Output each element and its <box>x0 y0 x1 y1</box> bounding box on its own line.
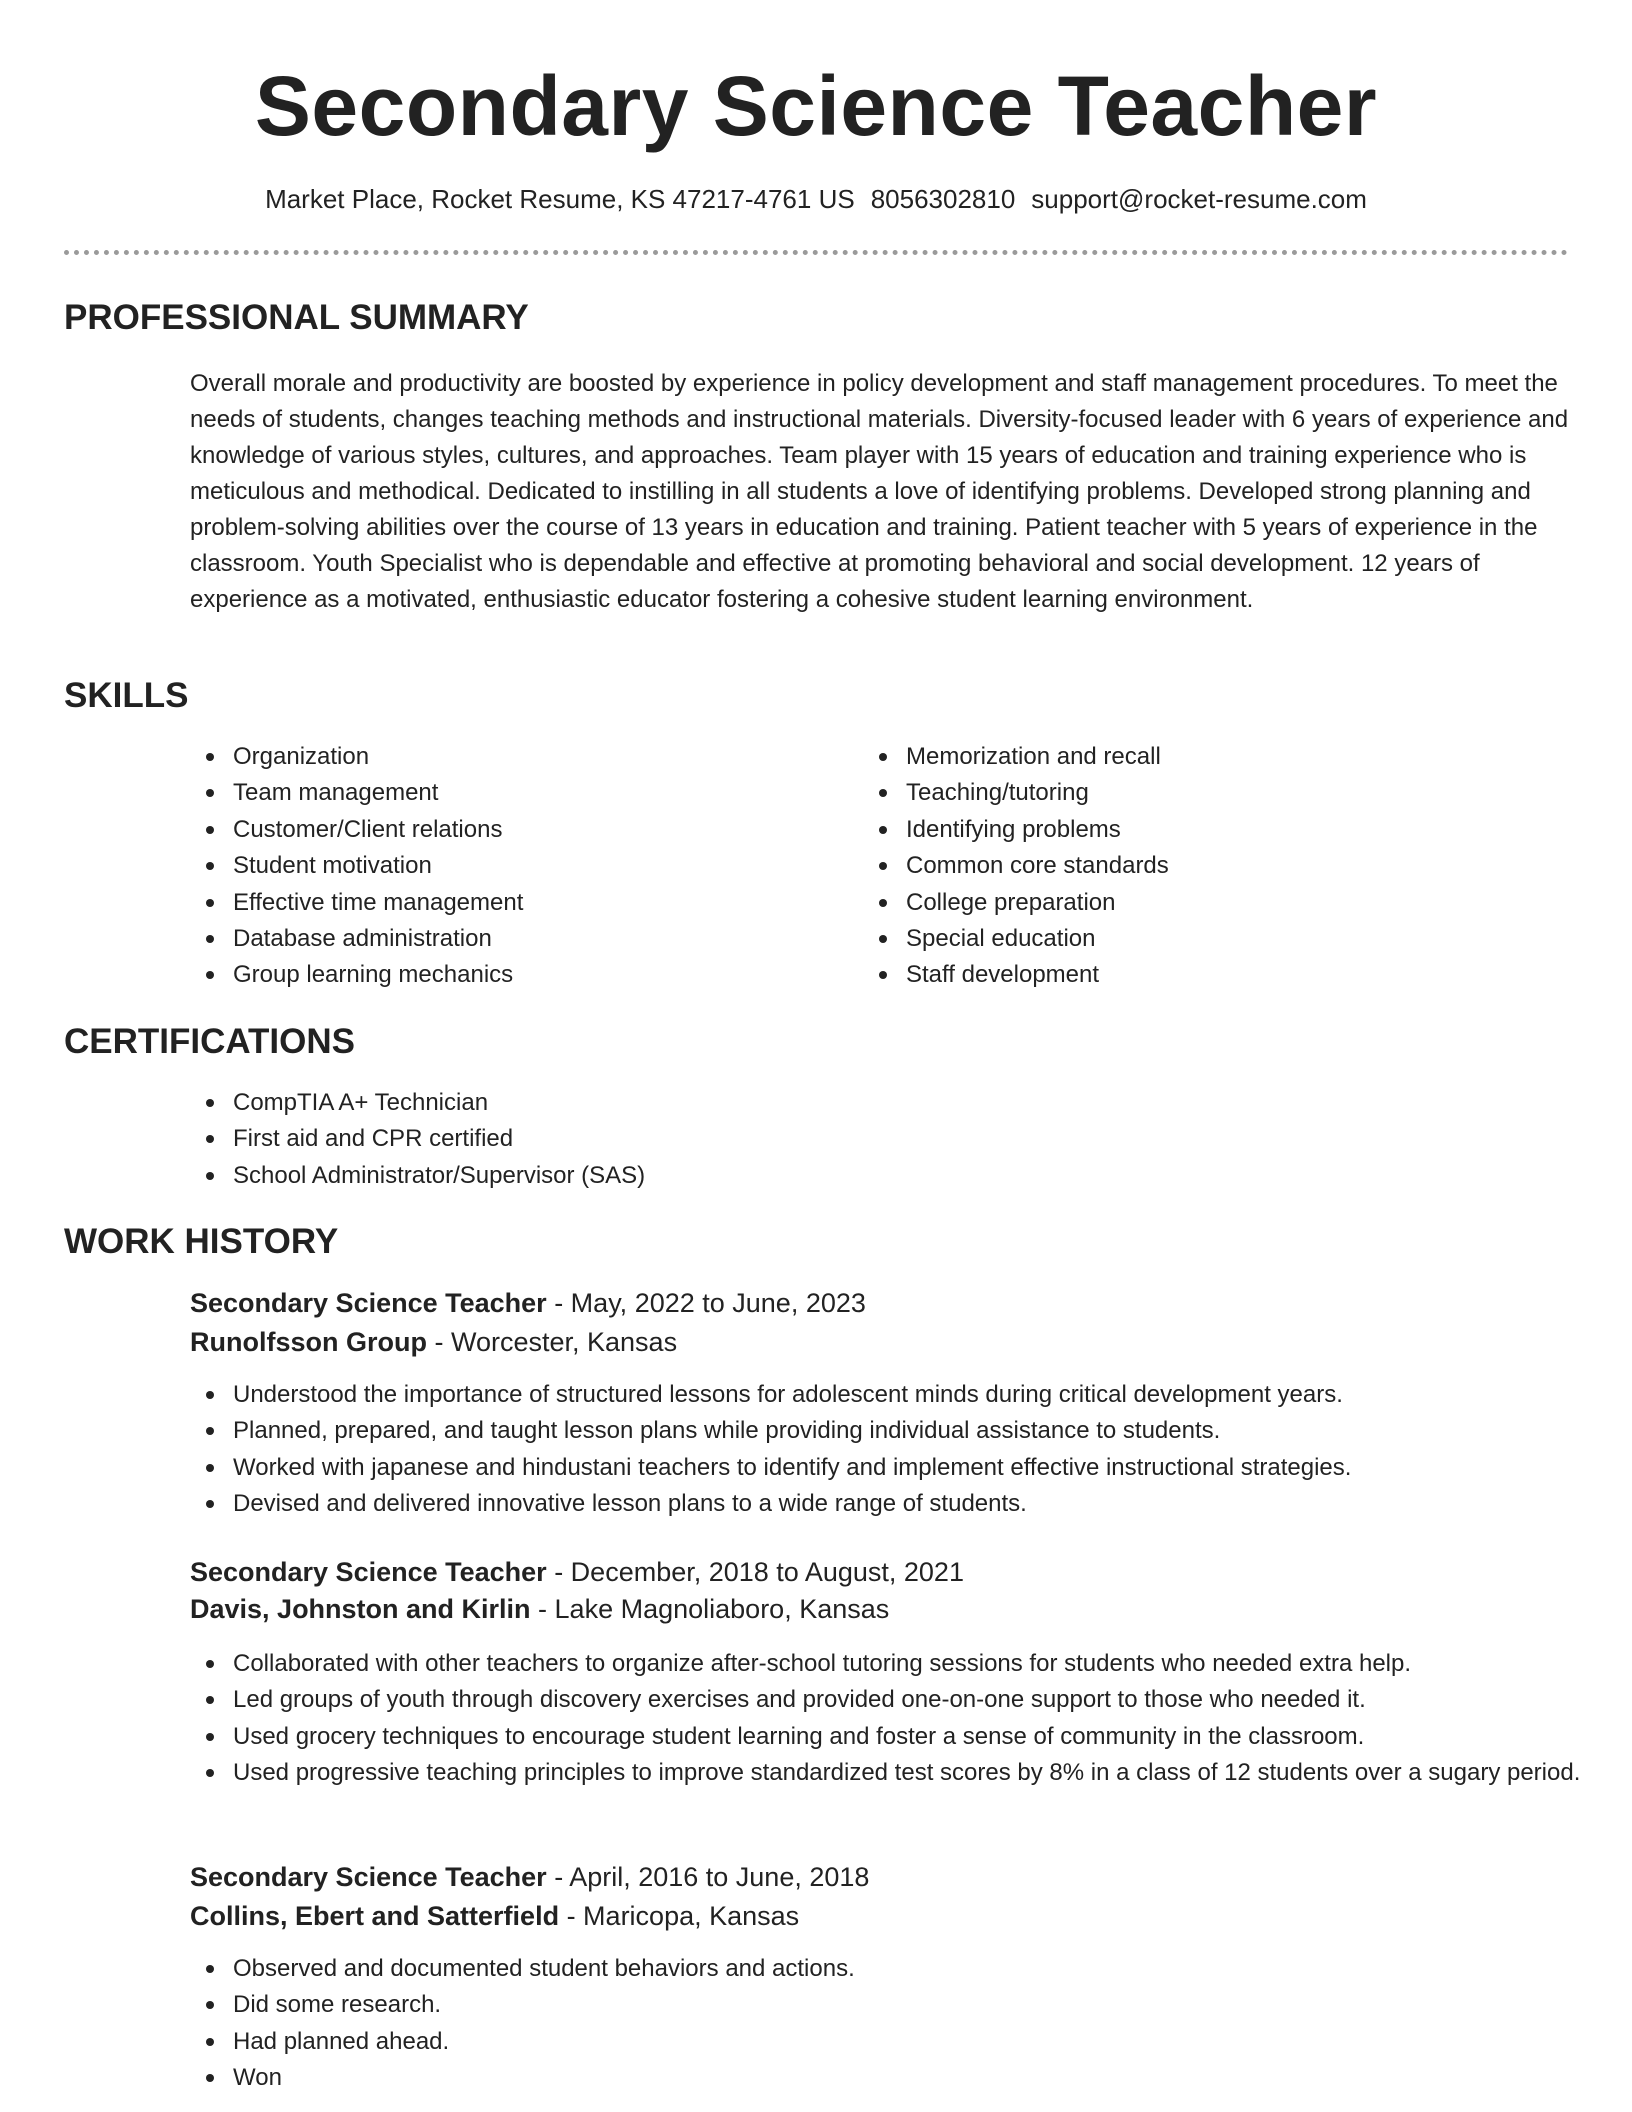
skills-list-left <box>190 739 853 994</box>
contact-email: support@rocket-resume.com <box>1031 184 1367 214</box>
skill-item: Staff development <box>906 957 1526 993</box>
job-location: - Worcester, Kansas <box>426 1327 678 1357</box>
job-bullet: Used progressive teaching principles to improve standardized test scores by 8% in a class of 12 students over a sugary period. <box>233 1755 1613 1791</box>
job-company-line <box>190 1591 889 1627</box>
job-bullets <box>190 1646 1613 1792</box>
skill-item: Group learning mechanics <box>233 957 853 993</box>
skill-item: Memorization and recall <box>906 739 1526 775</box>
job-bullets <box>190 1951 1613 2097</box>
contact-info <box>0 182 1632 216</box>
job-company: Davis, Johnston and Kirlin <box>190 1594 531 1624</box>
skill-item: Database administration <box>233 921 853 957</box>
skill-item: Special education <box>906 921 1526 957</box>
job-dates: - December, 2018 to August, 2021 <box>546 1557 964 1587</box>
job-location: - Lake Magnoliaboro, Kansas <box>530 1594 890 1624</box>
job-title-line <box>190 1554 964 1590</box>
job-company-line <box>190 1898 799 1934</box>
skill-item: Effective time management <box>233 885 853 921</box>
skill-item: Customer/Client relations <box>233 812 853 848</box>
certifications-heading: CERTIFICATIONS <box>64 1022 356 1061</box>
skills-heading: SKILLS <box>64 676 189 715</box>
skill-item: Team management <box>233 775 853 811</box>
job-bullet: Used grocery techniques to encourage student learning and foster a sense of community in the classroom. <box>233 1719 1613 1755</box>
job-bullet: Did some research. <box>233 1987 1613 2023</box>
job-dates: - May, 2022 to June, 2023 <box>546 1288 866 1318</box>
skill-item: Identifying problems <box>906 812 1526 848</box>
skill-item: College preparation <box>906 885 1526 921</box>
job-dates: - April, 2016 to June, 2018 <box>546 1862 870 1892</box>
job-role: Secondary Science Teacher <box>190 1862 547 1892</box>
job-location: - Maricopa, Kansas <box>559 1901 800 1931</box>
job-company: Runolfsson Group <box>190 1327 427 1357</box>
contact-address: Market Place, Rocket Resume, KS 47217-4761 US <box>265 184 855 214</box>
work-history-heading: WORK HISTORY <box>64 1222 339 1261</box>
job-title-line <box>190 1859 869 1895</box>
skill-item: Organization <box>233 739 853 775</box>
job-bullet: Observed and documented student behaviors and actions. <box>233 1951 1613 1987</box>
certification-item: First aid and CPR certified <box>233 1121 1533 1157</box>
job-bullet: Planned, prepared, and taught lesson plans while providing individual assistance to students. <box>233 1413 1613 1449</box>
resume-name: Secondary Science Teacher <box>254 59 1378 153</box>
contact-phone: 8056302810 <box>870 184 1016 214</box>
certifications-list <box>190 1085 1533 1194</box>
summary-text: Overall morale and productivity are boosted by experience in policy development and staff management procedures. To meet the needs of students, changes teaching methods and instructional materials. Diversity-focused leader with 6 years of experience and knowledge of various styles, cultures, and approaches. Team player with 15 years of education and training experience who is meticulous and methodical. Dedicated to instilling in all students a love of identifying problems. Developed strong planning and problem-solving abilities over the course of 13 years in education and training. Patient teacher with 5 years of experience in the classroom. Youth Specialist who is dependable and effective at promoting behavioral and social development. 12 years of experience as a motivated, enthusiastic educator fostering a cohesive student learning environment. <box>190 370 1569 613</box>
summary-heading: PROFESSIONAL SUMMARY <box>64 298 529 337</box>
header-divider <box>64 250 1568 255</box>
job-bullet: Won <box>233 2060 1613 2096</box>
job-bullet: Devised and delivered innovative lesson plans to a wide range of students. <box>233 1486 1613 1522</box>
skill-item: Common core standards <box>906 848 1526 884</box>
skills-list-right <box>863 739 1526 994</box>
job-title-line <box>190 1285 866 1321</box>
job-role: Secondary Science Teacher <box>190 1557 547 1587</box>
certification-item: CompTIA A+ Technician <box>233 1085 1533 1121</box>
job-role: Secondary Science Teacher <box>190 1288 547 1318</box>
job-bullet: Understood the importance of structured lessons for adolescent minds during critical development years. <box>233 1377 1613 1413</box>
certification-item: School Administrator/Supervisor (SAS) <box>233 1158 1533 1194</box>
job-bullet: Collaborated with other teachers to organize after-school tutoring sessions for students who needed extra help. <box>233 1646 1613 1682</box>
job-company-line <box>190 1324 677 1360</box>
job-bullet: Had planned ahead. <box>233 2024 1613 2060</box>
job-bullet: Worked with japanese and hindustani teachers to identify and implement effective instructional strategies. <box>233 1450 1613 1486</box>
job-company: Collins, Ebert and Satterfield <box>190 1901 560 1931</box>
skill-item: Student motivation <box>233 848 853 884</box>
skill-item: Teaching/tutoring <box>906 775 1526 811</box>
job-bullets <box>190 1377 1613 1523</box>
job-bullet: Led groups of youth through discovery exercises and provided one-on-one support to those who needed it. <box>233 1682 1613 1718</box>
